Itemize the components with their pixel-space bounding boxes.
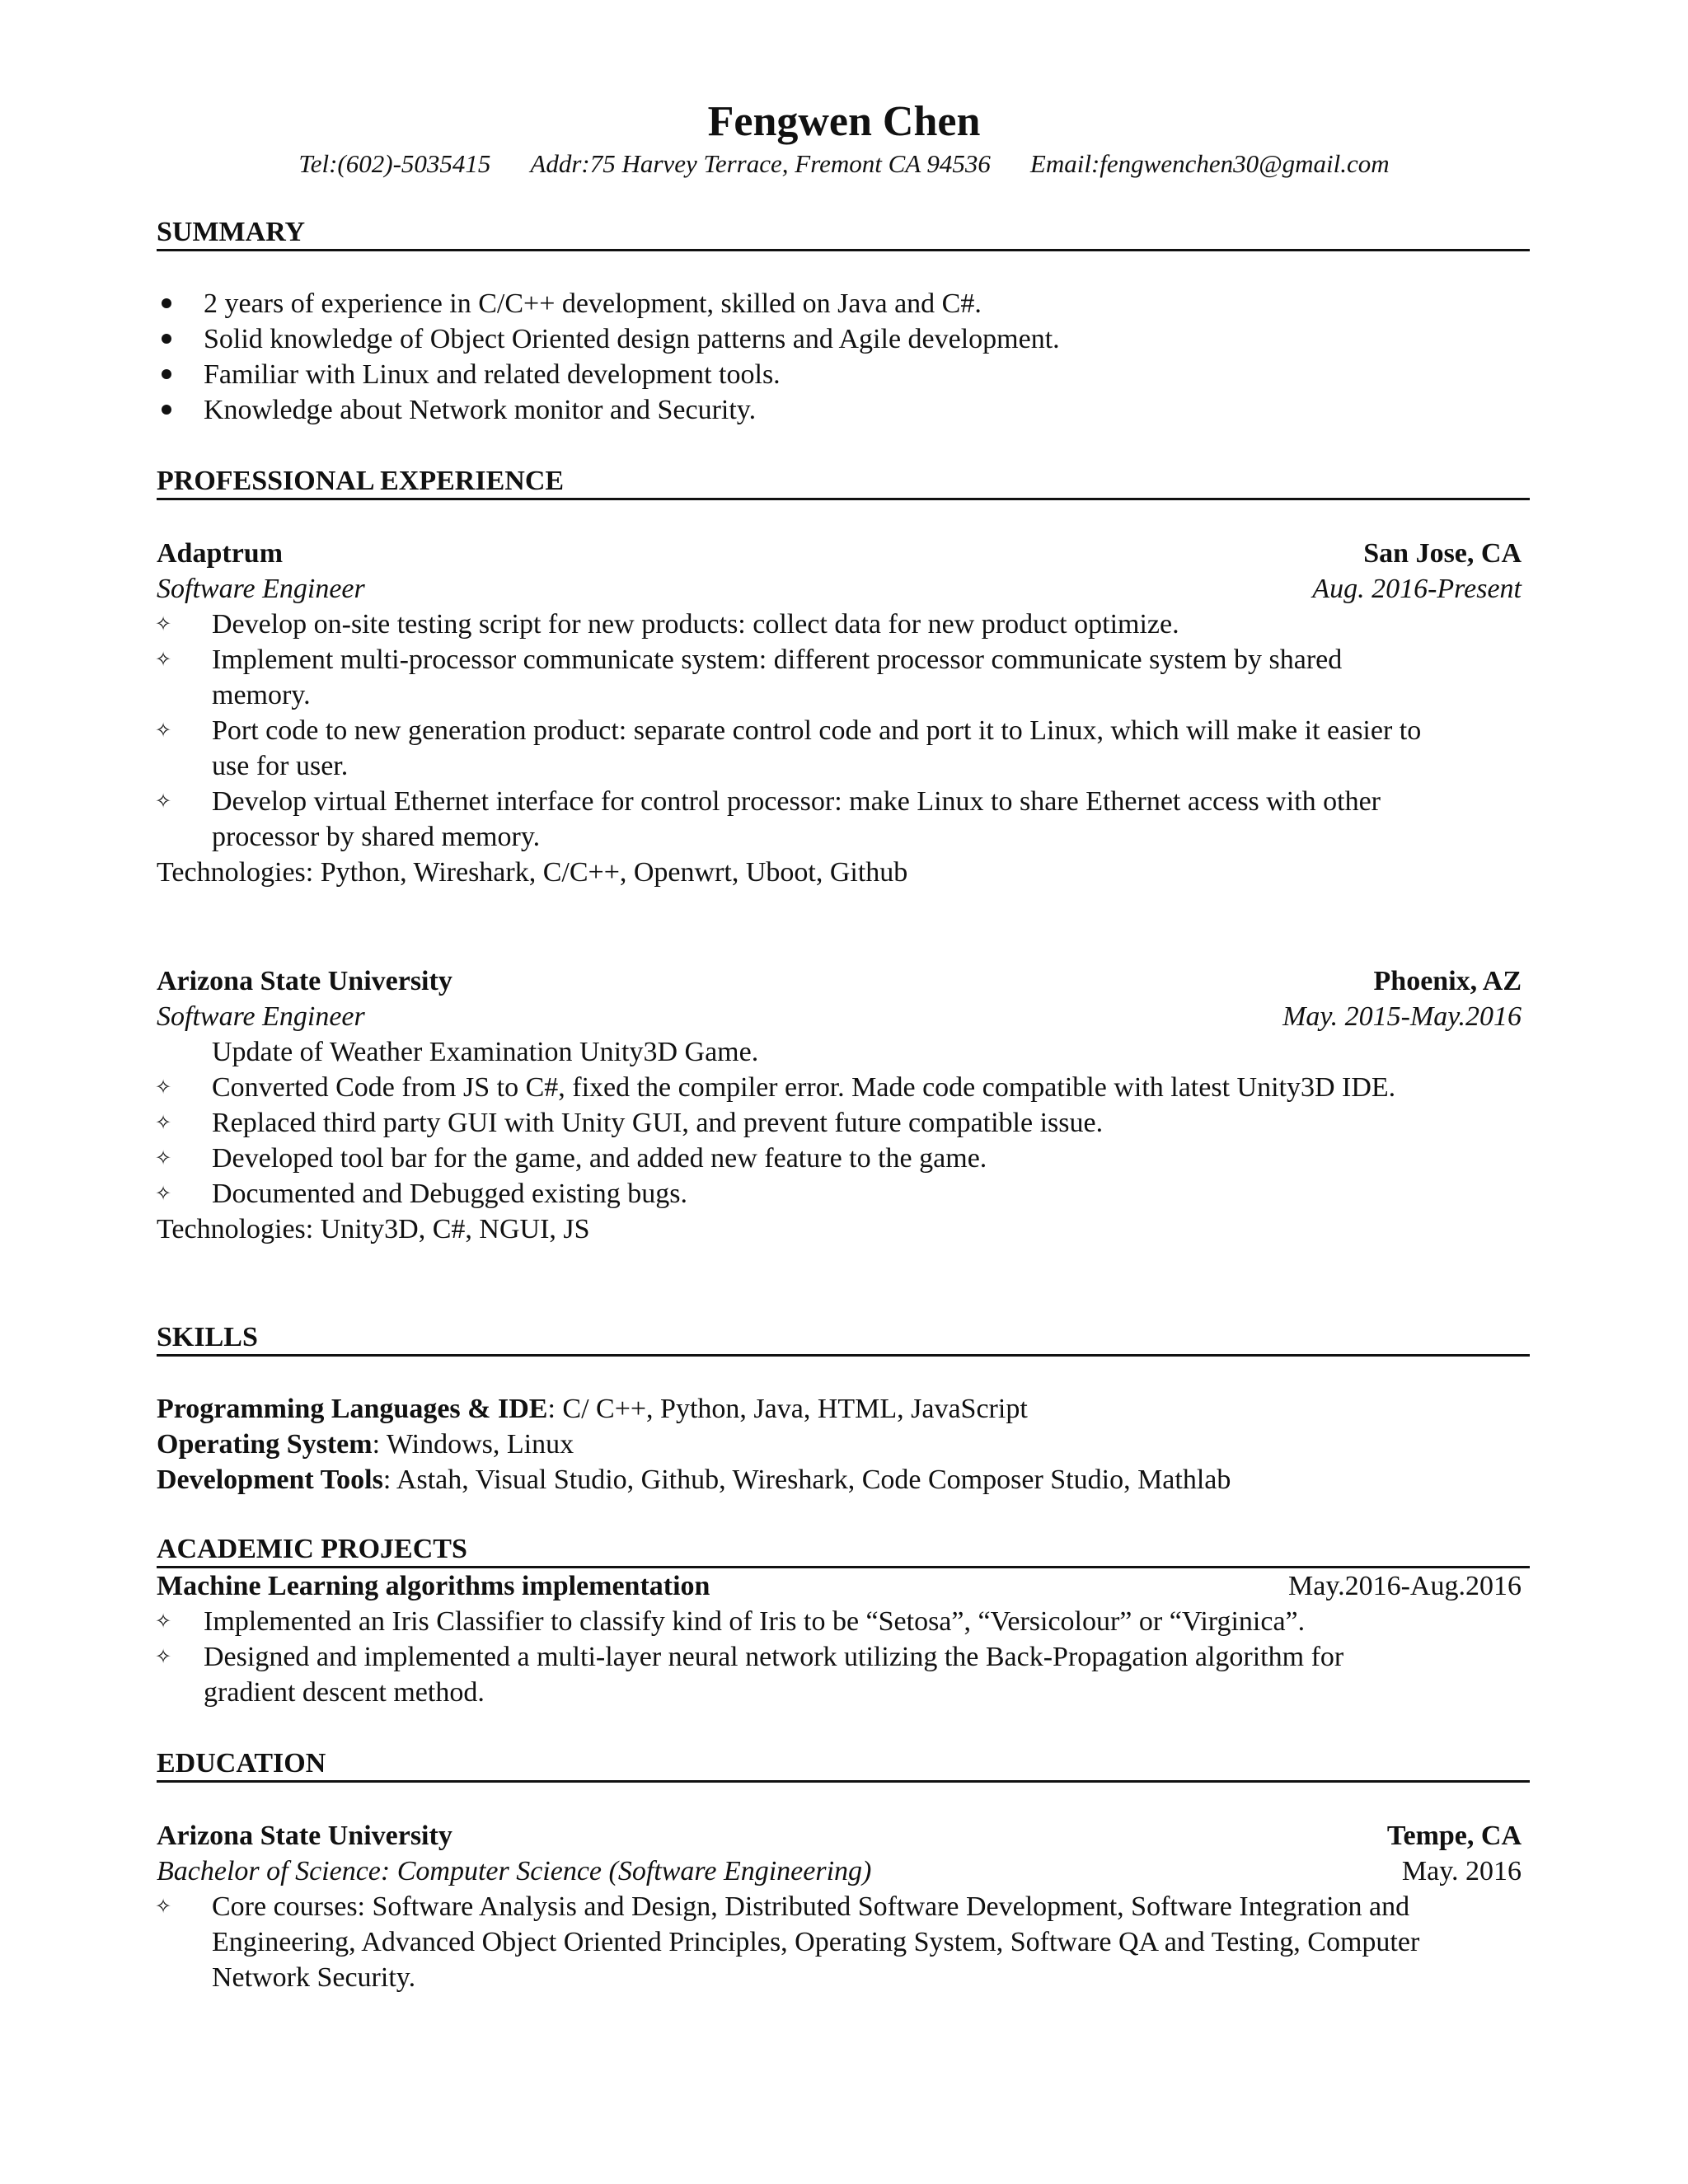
education-courses: Core courses: Software Analysis and Design, Distributed Software Development, Software Integration and: [212, 1891, 1410, 1922]
job-bullet: Port code to new generation product: separate control code and port it to Linux, which will make it easier to: [212, 715, 1422, 746]
education-header: [157, 1818, 1522, 1854]
skill-row: [157, 1427, 574, 1462]
education-courses-continued: Network Security.: [212, 1962, 416, 1993]
job-location: San Jose, CA: [1363, 538, 1522, 569]
bullet-dot: [162, 405, 171, 415]
summary-item: 2 years of experience in C/C++ development, skilled on Java and C#.: [204, 288, 982, 319]
skill-value: : C/ C++, Python, Java, HTML, JavaScript: [547, 1394, 1028, 1424]
education-school: Arizona State University: [157, 1821, 452, 1851]
contact-email: Email:fengwenchen30@gmail.com: [1029, 149, 1390, 178]
job-bullet-continued: memory.: [212, 680, 311, 710]
education-heading: EDUCATION: [157, 1747, 1530, 1783]
skill-label: Programming Languages & IDE: [157, 1394, 548, 1424]
job-technologies: Technologies: Unity3D, C#, NGUI, JS: [157, 1214, 590, 1244]
diamond-bullet-icon: ✧: [155, 1647, 172, 1668]
job-intro: Update of Weather Examination Unity3D Game.: [212, 1037, 759, 1067]
summary-item: Solid knowledge of Object Oriented design patterns and Agile development.: [204, 324, 1060, 354]
project-bullet-continued: gradient descent method.: [204, 1677, 485, 1708]
education-subheader: [157, 1854, 1522, 1889]
job-company: Arizona State University: [157, 966, 452, 996]
job-subheader: [157, 999, 1522, 1034]
project-bullet: Implemented an Iris Classifier to classify kind of Iris to be “Setosa”, “Versicolour” or “Virginica”.: [204, 1606, 1306, 1637]
education-date: May. 2016: [1401, 1856, 1522, 1886]
skill-value: : Astah, Visual Studio, Github, Wireshark, Code Composer Studio, Mathlab: [382, 1465, 1231, 1495]
diamond-bullet-icon: ✧: [155, 1113, 172, 1134]
bullet-dot: [162, 298, 171, 308]
education-location: Tempe, CA: [1386, 1821, 1522, 1851]
diamond-bullet-icon: ✧: [155, 1077, 172, 1099]
job-bullet: Develop on-site testing script for new products: collect data for new product optimize.: [212, 609, 1179, 640]
skill-row: [157, 1462, 1231, 1497]
contact-line: [0, 148, 1688, 180]
job-bullet: Develop virtual Ethernet interface for control processor: make Linux to share Ethernet access with other: [212, 786, 1381, 817]
diamond-bullet-icon: ✧: [155, 1183, 172, 1205]
job-bullet: Documented and Debugged existing bugs.: [212, 1179, 687, 1209]
projects-heading: ACADEMIC PROJECTS: [157, 1533, 1530, 1568]
project-bullet: Designed and implemented a multi-layer neural network utilizing the Back-Propagation algorithm for: [204, 1642, 1344, 1672]
summary-item: Knowledge about Network monitor and Security.: [204, 395, 757, 425]
education-degree: Bachelor of Science: Computer Science (Software Engineering): [157, 1856, 872, 1886]
bullet-dot: [162, 369, 171, 379]
diamond-bullet-icon: ✧: [155, 791, 172, 813]
job-bullet: Developed tool bar for the game, and added new feature to the game.: [212, 1143, 987, 1174]
diamond-bullet-icon: ✧: [155, 614, 172, 635]
job-technologies: Technologies: Python, Wireshark, C/C++, Openwrt, Uboot, Github: [157, 857, 908, 888]
job-bullet-continued: use for user.: [212, 751, 349, 781]
contact-tel: Tel:(602)-5035415: [298, 149, 491, 178]
job-bullet-continued: processor by shared memory.: [212, 822, 541, 852]
job-role: Software Engineer: [157, 1001, 365, 1032]
education-courses-continued: Engineering, Advanced Object Oriented Principles, Operating System, Software QA and Testing, Computer: [212, 1927, 1420, 1957]
summary-heading: SUMMARY: [157, 216, 1530, 251]
summary-item: Familiar with Linux and related development tools.: [204, 359, 781, 390]
project-dates: May.2016-Aug.2016: [1288, 1571, 1522, 1601]
job-bullet: Implement multi-processor communicate system: different processor communicate system by shared: [212, 644, 1343, 675]
job-header: [157, 536, 1522, 571]
contact-address: Addr:75 Harvey Terrace, Fremont CA 94536: [530, 149, 991, 178]
job-role: Software Engineer: [157, 574, 365, 604]
diamond-bullet-icon: ✧: [155, 1896, 172, 1918]
bullet-dot: [162, 334, 171, 344]
job-location: Phoenix, AZ: [1373, 966, 1522, 996]
job-subheader: [157, 571, 1522, 607]
job-company: Adaptrum: [157, 538, 284, 569]
job-dates: Aug. 2016-Present: [1312, 574, 1522, 604]
skills-heading: SKILLS: [157, 1321, 1530, 1357]
diamond-bullet-icon: ✧: [155, 649, 172, 671]
job-header: [157, 963, 1522, 999]
project-name: Machine Learning algorithms implementation: [157, 1571, 710, 1601]
diamond-bullet-icon: ✧: [155, 720, 172, 742]
candidate-name: Fengwen Chen: [707, 98, 981, 145]
experience-heading: PROFESSIONAL EXPERIENCE: [157, 465, 1530, 500]
job-dates: May. 2015-May.2016: [1282, 1001, 1522, 1032]
diamond-bullet-icon: ✧: [155, 1611, 172, 1633]
skill-row: [157, 1391, 1028, 1427]
job-bullet: Replaced third party GUI with Unity GUI, and prevent future compatible issue.: [212, 1108, 1104, 1138]
diamond-bullet-icon: ✧: [155, 1148, 172, 1169]
skill-label: Operating System: [157, 1429, 373, 1460]
job-bullet: Converted Code from JS to C#, fixed the compiler error. Made code compatible with latest Unity3D IDE.: [212, 1072, 1396, 1103]
project-header: [157, 1568, 1522, 1604]
skill-value: : Windows, Linux: [372, 1429, 574, 1460]
skill-label: Development Tools: [157, 1465, 383, 1495]
